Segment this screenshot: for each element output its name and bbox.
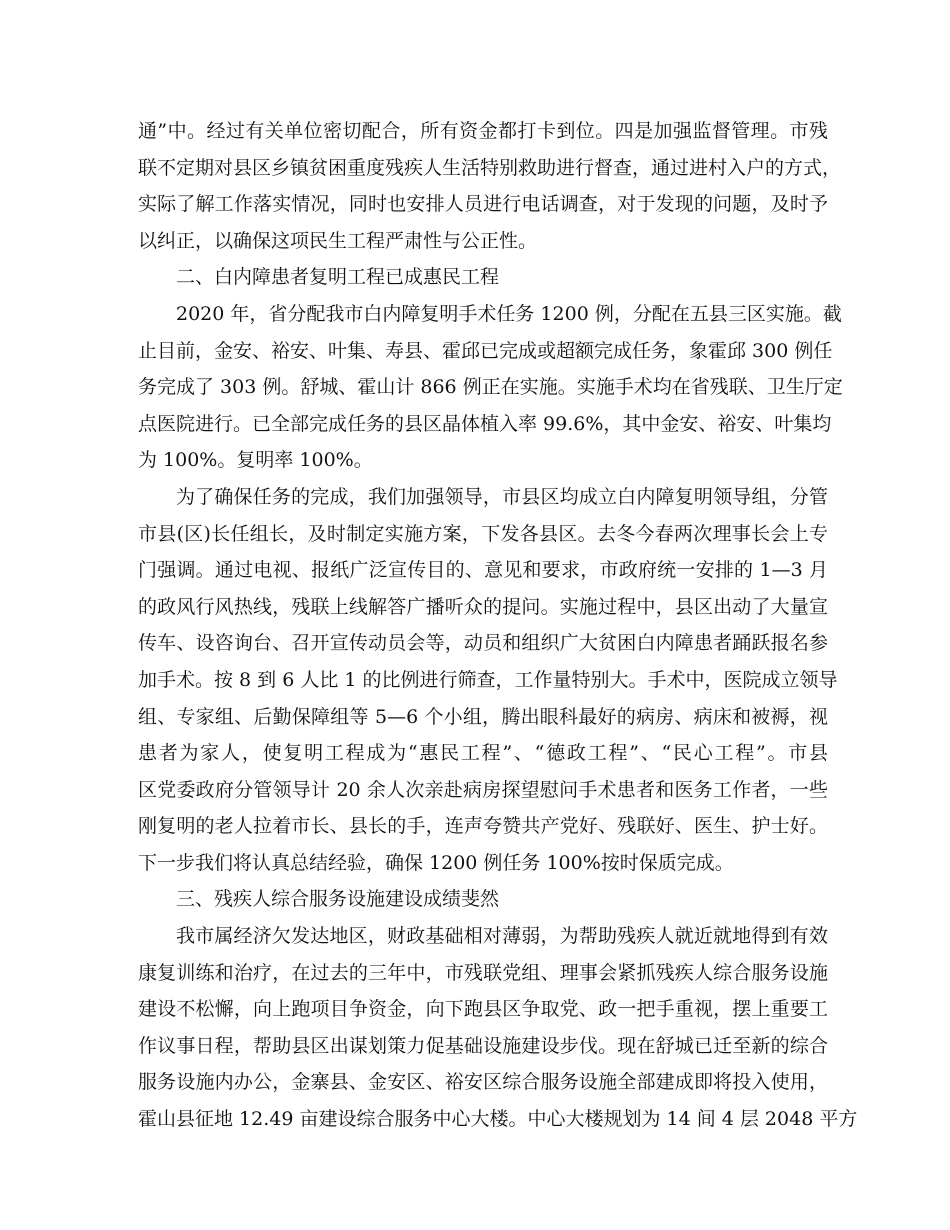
text-line: 以纠正，以确保这项民生工程严肃性与公正性。 xyxy=(138,229,538,252)
text-line: 门强调。通过电视、报纸广泛宣传目的、意见和要求，市政府统一安排的 1—3 月 xyxy=(138,559,828,582)
text-line: 服务设施内办公，金寨县、金安区、裕安区综合服务设施全部建成即将投入使用， xyxy=(138,1071,828,1094)
text-line: 联不定期对县区乡镇贫困重度残疾人生活特别救助进行督查，通过进村入户的方式， xyxy=(138,156,842,179)
document-body xyxy=(138,113,858,1138)
text-line: 组、专家组、后勤保障组等 5—6 个小组，腾出眼科最好的病房、病床和被褥，视 xyxy=(138,705,828,728)
text-line: 2020 年，省分配我市白内障复明手术任务 1200 例，分配在五县三区实施。截 xyxy=(176,302,842,325)
text-line: 市县(区)长任组长，及时制定实施方案，下发各县区。去冬今春两次理事长会上专 xyxy=(138,522,828,545)
text-line: 的政风行风热线，残联上线解答广播听众的提问。实施过程中，县区出动了大量宣 xyxy=(138,595,828,618)
paragraph xyxy=(138,918,858,1138)
text-line: 霍山县征地 12.49 亩建设综合服务中心大楼。中心大楼规划为 14 间 4 层 2048 平方 xyxy=(138,1108,858,1131)
text-line: 刚复明的老人拉着市长、县长的手，连声夸赞共产党好、残联好、医生、护士好。 xyxy=(138,815,828,838)
text-line: 建设不松懈，向上跑项目争资金，向下跑县区争取党、政一把手重视，摆上重要工 xyxy=(138,998,828,1021)
text-line: 下一步我们将认真总结经验，确保 1200 例任务 100%按时保质完成。 xyxy=(138,851,734,874)
section-heading xyxy=(138,259,828,296)
text-line: 作议事日程，帮助县区出谋划策力促基础设施建设步伐。现在舒城已迁至新的综合 xyxy=(138,1034,828,1057)
paragraph xyxy=(138,479,838,882)
text-line: 我市属经济欠发达地区，财政基础相对薄弱，为帮助残疾人就近就地得到有效 xyxy=(176,925,828,948)
text-line: 点医院进行。已全部完成任务的县区晶体植入率 99.6%，其中金安、裕安、叶集均 xyxy=(138,412,832,435)
text-line: 加手术。按 8 到 6 人比 1 的比例进行筛查，工作量特别大。手术中，医院成立领导 xyxy=(138,668,838,691)
text-line: 止目前，金安、裕安、叶集、寿县、霍邱已完成或超额完成任务，象霍邱 300 例任 xyxy=(138,339,833,362)
section-heading xyxy=(138,881,828,918)
text-line: 康复训练和治疗，在过去的三年中，市残联党组、理事会紧抓残疾人综合服务设施 xyxy=(138,961,828,984)
text-line: 为了确保任务的完成，我们加强领导，市县区均成立白内障复明领导组，分管 xyxy=(176,485,828,508)
paragraph xyxy=(138,296,843,479)
text-line: 务完成了 303 例。舒城、霍山计 866 例正在实施。实施手术均在省残联、卫生厅定 xyxy=(138,376,843,399)
text-line: 通”中。经过有关单位密切配合，所有资金都打卡到位。四是加强监督管理。市残 xyxy=(138,120,828,142)
text-line: 区党委政府分管领导计 20 余人次亲赴病房探望慰问手术患者和医务工作者，一些 xyxy=(138,778,828,801)
paragraph xyxy=(138,113,842,259)
text-line: 患者为家人，使复明工程成为“惠民工程”、“德政工程”、“民心工程”。市县 xyxy=(138,742,828,765)
text-line: 三、残疾人综合服务设施建设成绩斐然 xyxy=(176,888,500,911)
text-line: 为 100%。复明率 100%。 xyxy=(138,449,373,472)
text-line: 实际了解工作落实情况，同时也安排人员进行电话调查，对于发现的问题，及时予 xyxy=(138,193,828,216)
text-line: 二、白内障患者复明工程已成惠民工程 xyxy=(176,266,500,289)
text-line: 传车、设咨询台、召开宣传动员会等，动员和组织广大贫困白内障患者踊跃报名参 xyxy=(138,632,828,655)
